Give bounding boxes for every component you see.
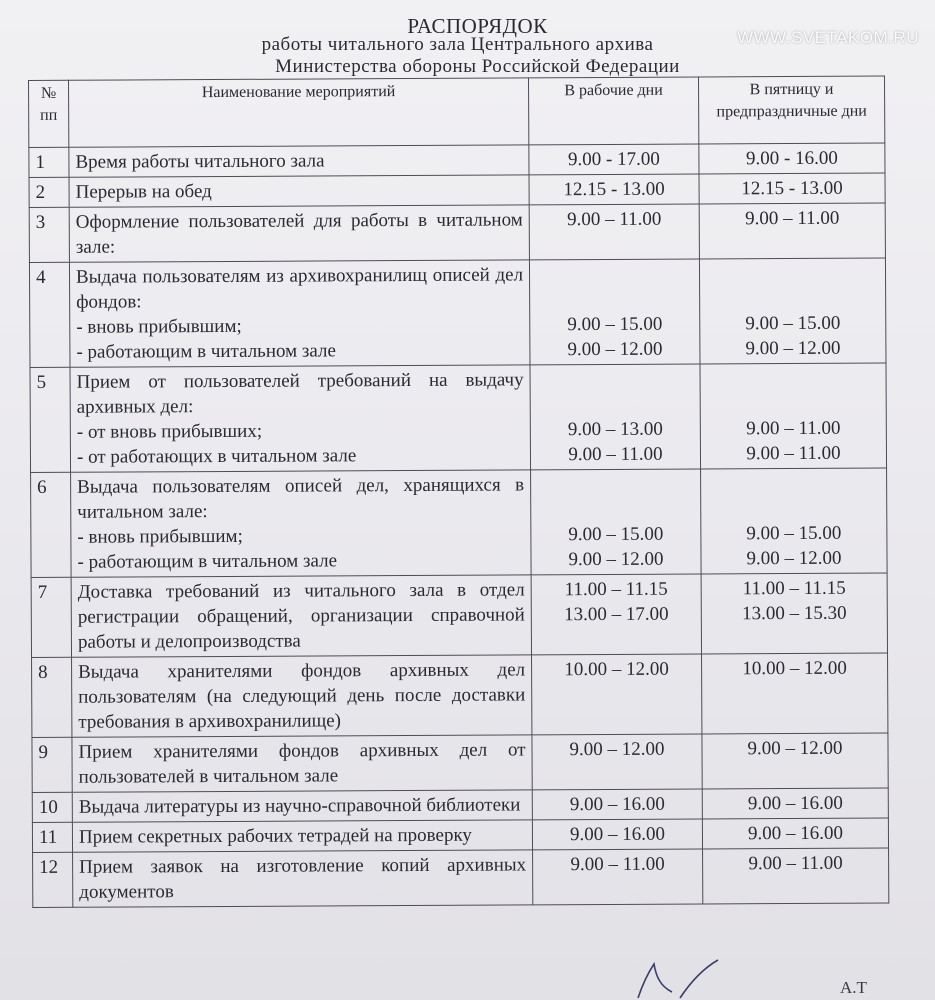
time-value: 9.00 – 15.00 xyxy=(568,523,664,546)
time-value: 9.00 - 16.00 xyxy=(745,147,838,170)
table-row xyxy=(29,258,886,367)
time-value: 9.00 – 11.00 xyxy=(567,208,662,231)
time-value: 9.00 – 12.00 xyxy=(568,548,664,571)
table-row xyxy=(29,143,885,177)
row-number: 5 xyxy=(30,367,71,472)
row-number: 3 xyxy=(29,207,69,262)
column-header-friday: В пятницу и предпраздничные дни xyxy=(698,76,884,144)
time-value: 11.00 – 11.15 xyxy=(742,577,846,600)
activity-subitem: - работающим в читальном зале xyxy=(77,550,338,573)
activity-cell xyxy=(69,260,530,367)
schedule-table-body xyxy=(29,143,889,907)
time-value: 9.00 – 11.00 xyxy=(568,443,663,466)
row-number: 7 xyxy=(31,577,71,657)
activity-name: Доставка требований из читального зала в отдел регистрации обращений, организации справочной работы и делопроизводства xyxy=(77,579,525,653)
table-row xyxy=(32,818,888,852)
table-row xyxy=(29,173,885,207)
friday-time-cell xyxy=(700,363,887,469)
activity-subitem: - от работающих в читальном зале xyxy=(76,445,357,468)
activity-cell xyxy=(69,205,529,262)
workdays-time-cell xyxy=(531,469,702,575)
row-number: 11 xyxy=(32,822,72,852)
table-row xyxy=(32,653,888,737)
time-value: 13.00 – 17.00 xyxy=(564,603,669,626)
friday-time-cell xyxy=(699,143,885,174)
table-row xyxy=(31,573,887,657)
signature-scribble xyxy=(620,950,740,1000)
workdays-time-cell xyxy=(532,789,702,820)
signature-text: А.Т xyxy=(840,978,867,997)
activity-name: Прием от пользователей требований на выдачу архивных дел: xyxy=(76,369,524,418)
activity-name: Прием секретных рабочих тетрадей на проверку xyxy=(78,824,472,848)
activity-cell xyxy=(70,365,531,472)
time-value: 9.00 – 11.00 xyxy=(746,417,841,440)
workdays-time-cell xyxy=(529,174,699,205)
workdays-time-cell xyxy=(533,849,703,905)
time-value: 9.00 – 13.00 xyxy=(567,418,663,441)
activity-cell xyxy=(72,790,532,822)
activity-subitem: - работающим в читальном зале xyxy=(76,340,336,363)
column-header-number: № пп xyxy=(29,80,69,147)
time-value: 9.00 – 15.00 xyxy=(567,313,663,336)
schedule-table xyxy=(28,76,889,908)
friday-time-cell xyxy=(699,258,886,364)
time-value: 9.00 – 16.00 xyxy=(747,792,843,815)
friday-time-cell xyxy=(699,203,885,259)
activity-subitem: - от вновь прибывших; xyxy=(76,420,263,443)
friday-time-cell xyxy=(702,733,888,789)
friday-time-cell xyxy=(701,573,887,654)
workdays-time-cell xyxy=(529,204,699,260)
document-subtitle-1: работы читального зала Центрального архива xyxy=(261,34,654,55)
row-number: 8 xyxy=(32,657,72,737)
time-value: 9.00 – 12.00 xyxy=(745,337,841,360)
time-value: 13.00 – 15.30 xyxy=(741,602,847,625)
activity-cell xyxy=(72,655,532,737)
time-value: 9.00 – 11.00 xyxy=(570,853,665,876)
activity-cell xyxy=(71,575,531,657)
row-number: 4 xyxy=(29,262,70,367)
workdays-time-cell xyxy=(530,364,701,470)
watermark: WWW.SVETAKOM.RU xyxy=(737,28,919,47)
workdays-time-cell xyxy=(529,259,700,365)
table-row xyxy=(33,848,889,907)
activity-name: Выдача хранителями фондов архивных дел пользователям (на следующий день после доставки требования в архивохранилище) xyxy=(78,659,526,733)
workdays-time-cell xyxy=(531,574,701,655)
activity-name: Прием заявок на изготовление копий архивных документов xyxy=(79,854,527,903)
time-value: 10.00 – 12.00 xyxy=(564,658,669,681)
time-value: 9.00 – 11.00 xyxy=(745,207,840,230)
time-value: 9.00 - 17.00 xyxy=(567,148,660,171)
row-number: 6 xyxy=(31,472,72,577)
time-value: 9.00 – 15.00 xyxy=(746,522,842,545)
time-value: 10.00 – 12.00 xyxy=(742,657,847,680)
table-row xyxy=(30,363,887,472)
friday-time-cell xyxy=(703,848,889,904)
activity-cell xyxy=(72,735,532,792)
document-subtitle-2: Министерства обороны Российской Федерации xyxy=(275,56,680,77)
row-number: 9 xyxy=(32,737,72,792)
activity-name: Время работы читального зала xyxy=(75,150,325,173)
activity-name: Выдача пользователям описей дел, хранящихся в читальном зале: xyxy=(77,474,525,523)
activity-subitem: - вновь прибывшим; xyxy=(77,525,243,548)
time-value: 9.00 – 16.00 xyxy=(569,793,665,816)
time-value: 9.00 – 12.00 xyxy=(569,738,665,761)
table-header-row xyxy=(29,76,885,147)
time-value: 9.00 – 11.00 xyxy=(748,852,843,875)
workdays-time-cell xyxy=(532,734,702,790)
friday-time-cell xyxy=(699,173,885,204)
workdays-time-cell xyxy=(529,144,699,175)
row-number: 1 xyxy=(29,147,69,177)
time-value: 12.15 - 13.00 xyxy=(563,178,665,201)
activity-name: Прием хранителями фондов архивных дел от пользователей в читальном зале xyxy=(78,739,526,788)
activity-name: Выдача литературы из научно-справочной библиотеки xyxy=(78,794,521,818)
row-number: 12 xyxy=(33,852,73,907)
workdays-time-cell xyxy=(532,819,702,850)
activity-cell xyxy=(71,470,532,577)
table-row xyxy=(32,788,888,822)
document-title: РАСПОРЯДОК xyxy=(407,14,548,38)
activity-cell xyxy=(73,850,533,907)
friday-time-cell xyxy=(702,818,888,849)
table-row xyxy=(29,203,885,262)
activity-cell xyxy=(72,820,532,852)
time-value: 9.00 – 15.00 xyxy=(745,312,841,335)
activity-subitem: - вновь прибывшим; xyxy=(76,315,242,338)
friday-time-cell xyxy=(702,788,888,819)
time-value: 9.00 – 16.00 xyxy=(747,822,844,845)
time-value: 11.00 – 11.15 xyxy=(564,578,668,601)
time-value: 9.00 – 12.00 xyxy=(747,737,843,760)
activity-name: Выдача пользователям из архивохранилищ описей дел фондов: xyxy=(75,264,524,313)
activity-cell xyxy=(69,145,529,177)
time-value: 9.00 – 11.00 xyxy=(746,442,841,465)
activity-name: Оформление пользователей для работы в читальном зале: xyxy=(75,209,523,258)
time-value: 12.15 - 13.00 xyxy=(741,177,843,200)
time-value: 9.00 – 16.00 xyxy=(569,823,666,846)
workdays-time-cell xyxy=(532,654,702,735)
column-header-workdays: В рабочие дни xyxy=(528,77,698,145)
time-value: 9.00 – 12.00 xyxy=(746,547,842,570)
activity-cell xyxy=(69,175,529,207)
time-value: 9.00 – 12.00 xyxy=(567,338,663,361)
row-number: 10 xyxy=(32,792,72,822)
friday-time-cell xyxy=(702,653,888,734)
table-row xyxy=(31,468,888,577)
activity-name: Перерыв на обед xyxy=(75,181,212,203)
row-number: 2 xyxy=(29,177,69,207)
table-row xyxy=(32,733,888,792)
friday-time-cell xyxy=(701,468,888,574)
column-header-name: Наименование мероприятий xyxy=(69,78,529,147)
